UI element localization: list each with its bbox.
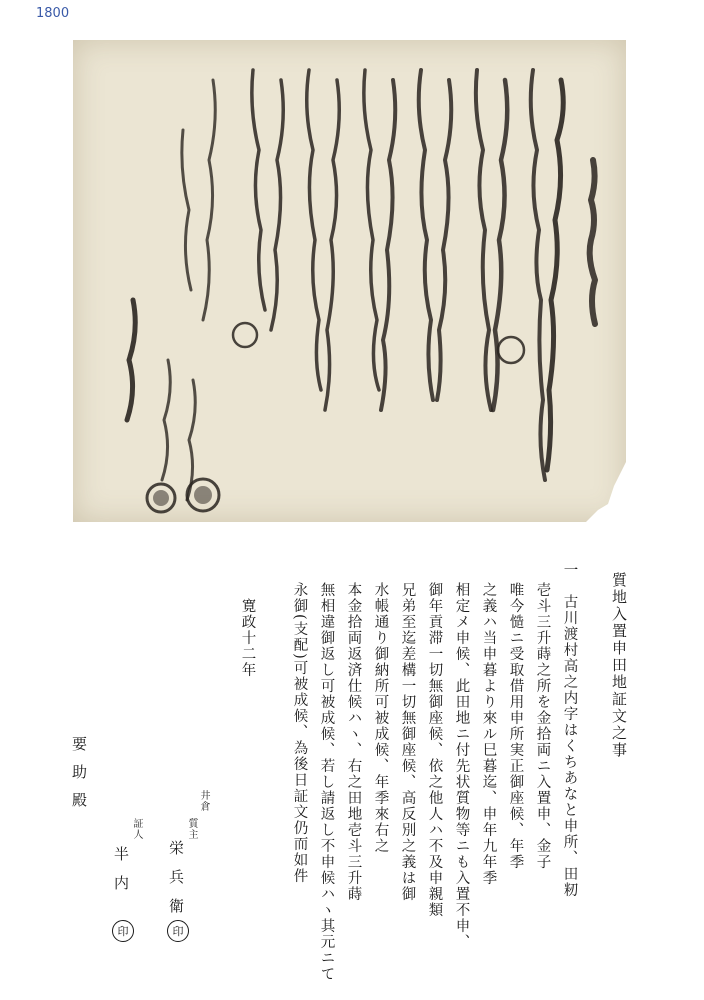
- pledger-role: 質主: [186, 818, 197, 840]
- era-date: 寛政十二年: [239, 598, 256, 678]
- witness-role: 証人: [131, 818, 142, 840]
- body-line: 兄弟至迄差構一切無御座候、高反別之義は御: [399, 582, 416, 902]
- body-line: 一 古川渡村高之内字はくちあなと申所、田籾: [561, 562, 578, 898]
- witness-name: 半内: [112, 846, 130, 904]
- addressee: 要助殿: [70, 736, 88, 820]
- document-title: 質地入置申田地証文之事: [610, 572, 628, 759]
- seal-stamp: 印: [167, 920, 189, 942]
- page-number: 1800: [36, 6, 70, 21]
- body-line: 唯今慥ニ受取借用申所実正御座候、年季: [507, 582, 524, 870]
- body-line: 無相違御返し可被成候、若し請返し不申候ハヽ其元ニて: [318, 582, 335, 982]
- seal-stamp: 印: [112, 920, 134, 942]
- pledger-name: 栄兵衛: [167, 840, 185, 927]
- body-line: 相定メ申候、此田地ニ付先状質物等ニも入置不申、: [453, 582, 470, 950]
- body-line: 之義ハ当申暮より來ル巳暮迄、申年九年季: [480, 582, 497, 886]
- body-line: 壱斗三升蒔之所を金拾両ニ入置申、金子: [534, 582, 551, 870]
- body-line: 御年貢滞一切無御座候、依之他人ハ不及申親類: [426, 582, 443, 918]
- body-line: 水帳通り御納所可被成候、年季來右之: [372, 582, 389, 854]
- village-name: 井倉: [198, 790, 209, 812]
- body-line: 本金拾両返済仕候ハヽ、右之田地壱斗三升蒔: [345, 582, 362, 902]
- body-line: 永御(支配)可被成候、為後日証文仍而如件: [291, 582, 308, 885]
- manuscript-photo: [73, 40, 626, 522]
